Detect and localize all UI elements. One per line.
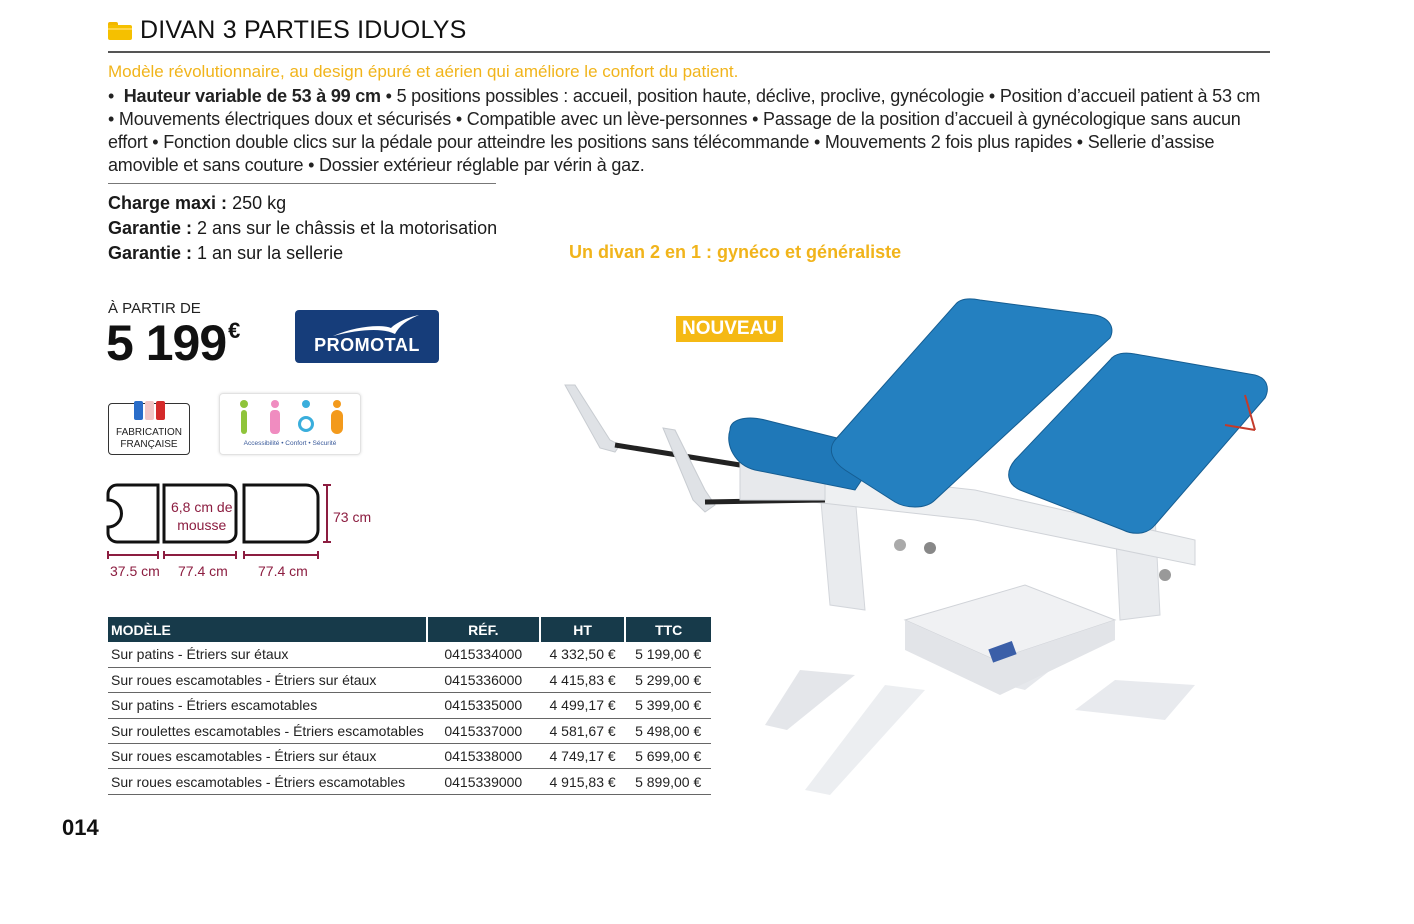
dimension-diagram: [105, 482, 372, 579]
segment-label: 77.4 cm: [178, 563, 228, 579]
table-row: Sur patins - Étriers sur étaux 0415334000 4 332,50 € 5 199,00 €: [108, 642, 711, 667]
obese-person-icon: [329, 400, 345, 436]
col-header-ref: RÉF.: [427, 617, 540, 642]
brand-name: PROMOTAL: [314, 335, 420, 355]
spec-row: Garantie : 1 an sur la sellerie: [108, 243, 344, 263]
col-header-ht: HT: [540, 617, 626, 642]
specs-divider: [108, 183, 496, 184]
segment-label: 37.5 cm: [110, 563, 160, 579]
description-text: • 5 positions possibles : accueil, position haute, déclive, proclive, gynécologie • Position d’accueil patient à 53 cm • Mouvements électriques doux et sécurisés • Compatible avec un lève-personnes • Passage de la position d’accueil à gynécologique sans aucun effort • Fonction double clics sur la pédale pour atteindre les positions sans télécommande • Mouvements 2 fois plus rapides • Sellerie d’assise amovible et sans couture • Dossier extérieur réglable par vérin à gaz.: [108, 86, 1261, 175]
foam-label: 6,8 cm de mousse: [171, 499, 233, 533]
price-from-label: À PARTIR DE: [108, 300, 201, 317]
elderly-person-icon: [236, 400, 252, 436]
fabrication-francaise-badge: FABRICATION FRANÇAISE: [108, 403, 190, 455]
col-header-ttc: TTC: [625, 617, 711, 642]
currency-symbol: €: [228, 318, 240, 343]
specs-list: [108, 191, 497, 266]
wheelchair-icon: [298, 400, 314, 436]
page-number: 014: [62, 815, 99, 840]
product-subtitle: Un divan 2 en 1 : gynéco et généraliste: [569, 242, 902, 262]
examination-couch-image: [555, 290, 1285, 810]
folder-icon: [108, 22, 132, 40]
badge-label: Accessibilité • Confort • Sécurité: [243, 440, 337, 447]
table-row: Sur patins - Étriers escamotables 0415335000 4 499,17 € 5 399,00 €: [108, 693, 711, 718]
accessibility-badge: [219, 393, 361, 455]
tagline: Modèle révolutionnaire, au design épuré et aérien qui améliore le confort du patient.: [108, 62, 739, 81]
pregnant-woman-icon: [267, 400, 283, 436]
table-row: Sur roues escamotables - Étriers escamotables 0415339000 4 915,83 € 5 899,00 €: [108, 769, 711, 794]
table-row: Sur roues escamotables - Étriers sur étaux 0415336000 4 415,83 € 5 299,00 €: [108, 667, 711, 692]
segment-label: 77.4 cm: [258, 563, 308, 579]
page-title: DIVAN 3 PARTIES IDUOLYS: [140, 16, 467, 44]
french-flag-icon: [134, 401, 165, 420]
col-header-model: MODÈLE: [108, 617, 427, 642]
new-badge: NOUVEAU: [676, 316, 783, 342]
spec-row: Charge maxi : 250 kg: [108, 193, 287, 213]
title-row: [108, 16, 466, 45]
price: 5 199€: [106, 315, 240, 371]
description-highlight: Hauteur variable de 53 à 99 cm: [123, 86, 381, 106]
table-row: Sur roues escamotables - Étriers sur étaux 0415338000 4 749,17 € 5 699,00 €: [108, 744, 711, 769]
height-label: 73 cm: [333, 509, 372, 525]
brand-logo: [295, 310, 439, 363]
product-description: • Hauteur variable de 53 à 99 cm • 5 positions possibles : accueil, position haute, déclive, proclive, gynécologie • Position d’accueil patient à 53 cm • Mouvements électriques doux et sécurisés • Compatible avec un lève-personnes • Passage de la position d’accueil à gynécologique sans aucun effort • Fonction double clics sur la pédale pour atteindre les positions sans télécommande • Mouvements 2 fois plus rapides • Sellerie d’assise amovible et sans couture • Dossier extérieur réglable par vérin à gaz.: [108, 86, 1261, 175]
title-divider: [108, 51, 1270, 53]
spec-row: Garantie : 2 ans sur le châssis et la motorisation: [108, 218, 498, 238]
table-row: Sur roulettes escamotables - Étriers escamotables 0415337000 4 581,67 € 5 498,00 €: [108, 718, 711, 743]
